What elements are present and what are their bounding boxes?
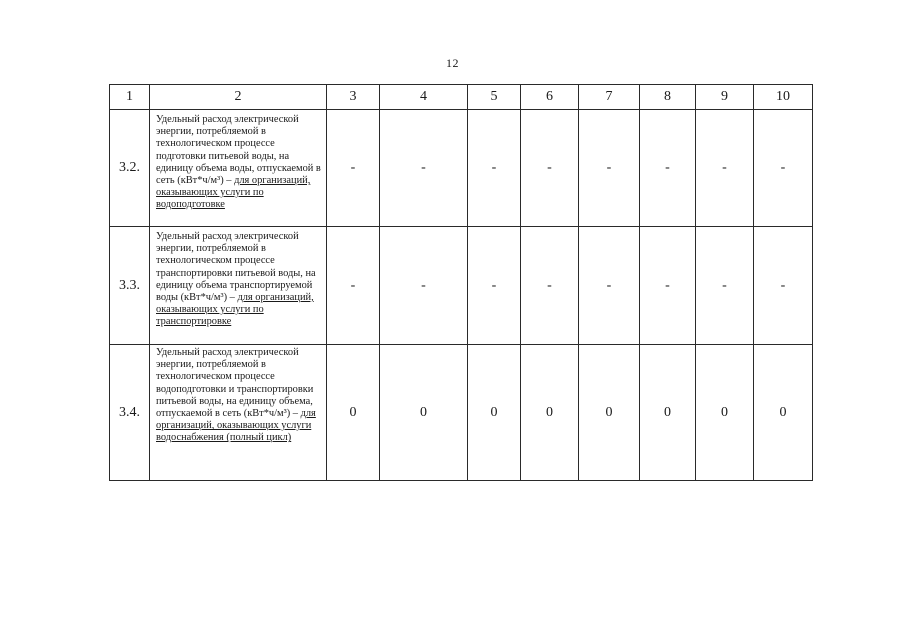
indicator-table bbox=[109, 84, 813, 481]
column-header: 6 bbox=[521, 85, 579, 110]
page-number: 12 bbox=[446, 56, 459, 70]
row-description bbox=[150, 110, 327, 227]
value-cell: - bbox=[380, 227, 468, 345]
row-description bbox=[150, 345, 327, 481]
value-cell: - bbox=[521, 110, 579, 227]
row-number: 3.3. bbox=[110, 227, 150, 345]
row-description bbox=[150, 227, 327, 345]
description-organization: для организаций, оказывающих услуги водоснабжения (полный цикл) bbox=[156, 408, 316, 444]
value-cell: - bbox=[327, 110, 380, 227]
description-text: Удельный расход электрической энергии, потребляемой в технологическом процессе транспортировки питьевой воды, на единицу объема транспортируемой воды (кВт*ч/м³) – bbox=[156, 231, 316, 304]
value-cell: 0 bbox=[521, 345, 579, 481]
table-row bbox=[110, 110, 813, 227]
value-cell: - bbox=[327, 227, 380, 345]
column-header: 2 bbox=[150, 85, 327, 110]
value-cell: 0 bbox=[754, 345, 813, 481]
value-cell: 0 bbox=[579, 345, 640, 481]
value-cell: 0 bbox=[327, 345, 380, 481]
description-text: Удельный расход электрической энергии, потребляемой в технологическом процессе водоподготовки и транспортировки питьевой воды, на единицу объема, отпускаемой в сеть (кВт*ч/м³) – bbox=[156, 347, 314, 420]
value-cell: 0 bbox=[696, 345, 754, 481]
value-cell: - bbox=[640, 110, 696, 227]
column-header: 10 bbox=[754, 85, 813, 110]
value-cell: 0 bbox=[640, 345, 696, 481]
value-cell: - bbox=[754, 227, 813, 345]
value-cell: - bbox=[640, 227, 696, 345]
value-cell: - bbox=[579, 227, 640, 345]
value-cell: - bbox=[579, 110, 640, 227]
column-header: 7 bbox=[579, 85, 640, 110]
value-cell: - bbox=[696, 110, 754, 227]
row-number: 3.2. bbox=[110, 110, 150, 227]
value-cell: - bbox=[468, 110, 521, 227]
column-header: 1 bbox=[110, 85, 150, 110]
value-cell: 0 bbox=[468, 345, 521, 481]
row-number: 3.4. bbox=[110, 345, 150, 481]
column-header: 8 bbox=[640, 85, 696, 110]
table-row bbox=[110, 227, 813, 345]
description-organization: для организаций, оказывающих услуги по водоподготовке bbox=[156, 175, 311, 211]
header-row bbox=[110, 85, 813, 110]
value-cell: - bbox=[696, 227, 754, 345]
column-header: 9 bbox=[696, 85, 754, 110]
value-cell: - bbox=[468, 227, 521, 345]
value-cell: - bbox=[754, 110, 813, 227]
column-header: 4 bbox=[380, 85, 468, 110]
description-text: Удельный расход электрической энергии, потребляемой в технологическом процессе подготовки питьевой воды, на единицу объема воды, отпускаемой в сеть (кВт*ч/м³) – bbox=[156, 114, 321, 187]
column-header: 3 bbox=[327, 85, 380, 110]
description-organization: для организаций, оказывающих услуги по транспортировке bbox=[156, 292, 314, 328]
table-row bbox=[110, 345, 813, 481]
value-cell: - bbox=[521, 227, 579, 345]
column-header: 5 bbox=[468, 85, 521, 110]
value-cell: - bbox=[380, 110, 468, 227]
value-cell: 0 bbox=[380, 345, 468, 481]
